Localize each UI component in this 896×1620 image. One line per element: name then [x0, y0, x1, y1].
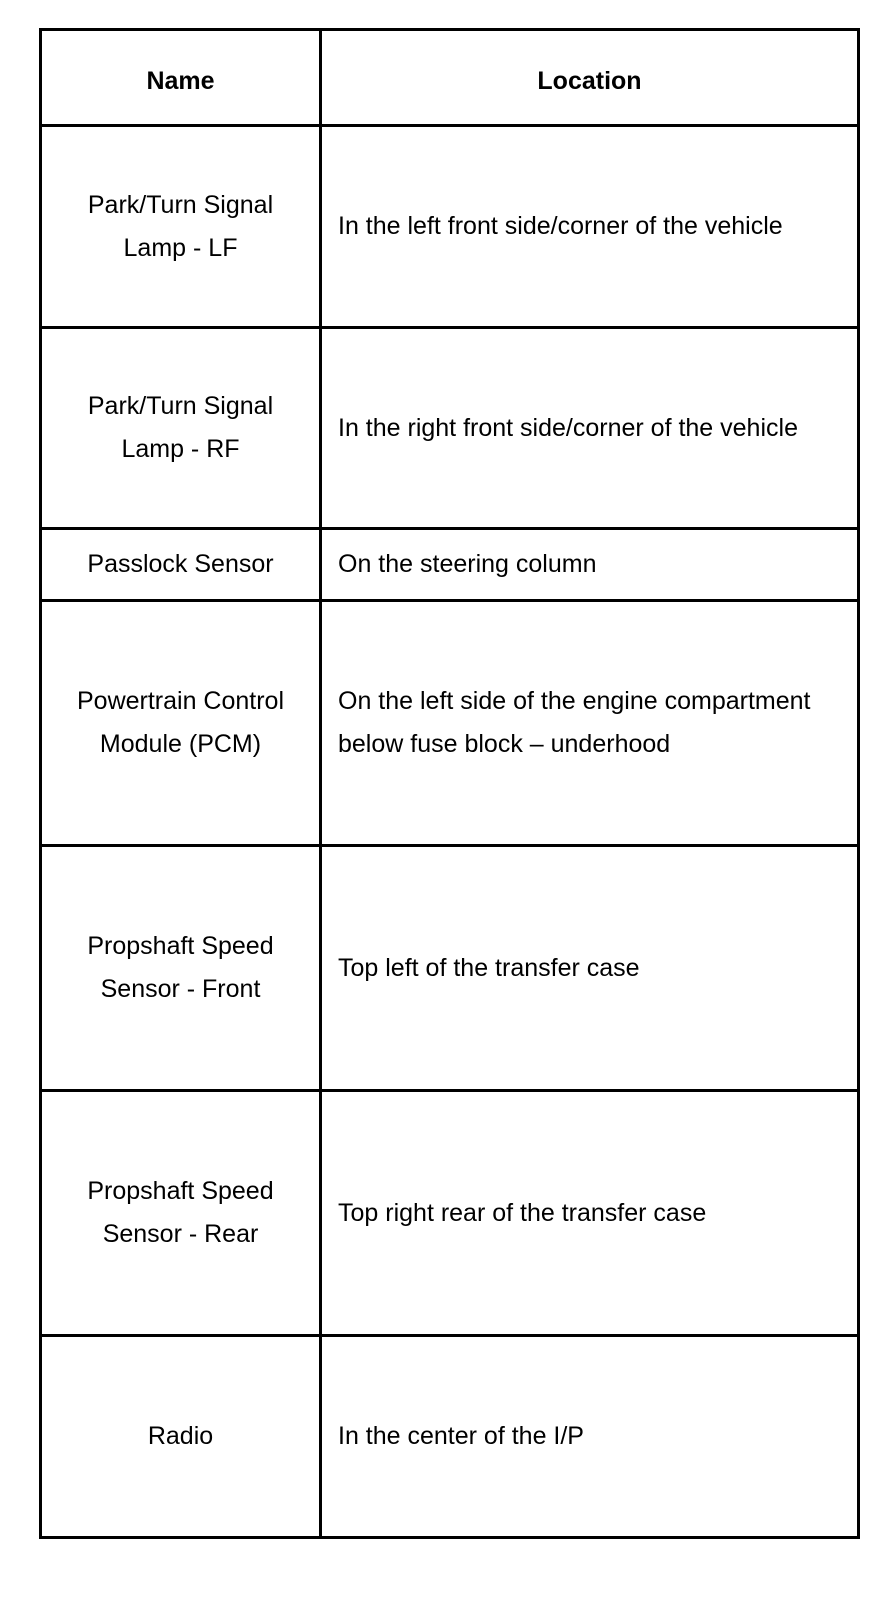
component-location: Top right rear of the transfer case [321, 1091, 859, 1336]
component-name: Park/Turn Signal Lamp - RF [41, 328, 321, 529]
component-location: In the left front side/corner of the vehicle [321, 126, 859, 328]
component-name: Propshaft Speed Sensor - Rear [41, 1091, 321, 1336]
component-location: In the center of the I/P [321, 1336, 859, 1538]
table-row [41, 601, 859, 846]
location-column-header: Location [321, 30, 859, 126]
table-row [41, 328, 859, 529]
component-location: On the left side of the engine compartment below fuse block – underhood [321, 601, 859, 846]
component-location: Top left of the transfer case [321, 846, 859, 1091]
name-column-header: Name [41, 30, 321, 126]
component-name: Propshaft Speed Sensor - Front [41, 846, 321, 1091]
table-row [41, 846, 859, 1091]
component-location-table [39, 28, 860, 1539]
component-name: Passlock Sensor [41, 529, 321, 601]
component-name: Park/Turn Signal Lamp - LF [41, 126, 321, 328]
header-row [41, 30, 859, 126]
component-location: In the right front side/corner of the vehicle [321, 328, 859, 529]
table-row [41, 126, 859, 328]
table-row [41, 1336, 859, 1538]
table-row [41, 529, 859, 601]
component-name: Radio [41, 1336, 321, 1538]
component-location: On the steering column [321, 529, 859, 601]
table-row [41, 1091, 859, 1336]
component-name: Powertrain Control Module (PCM) [41, 601, 321, 846]
